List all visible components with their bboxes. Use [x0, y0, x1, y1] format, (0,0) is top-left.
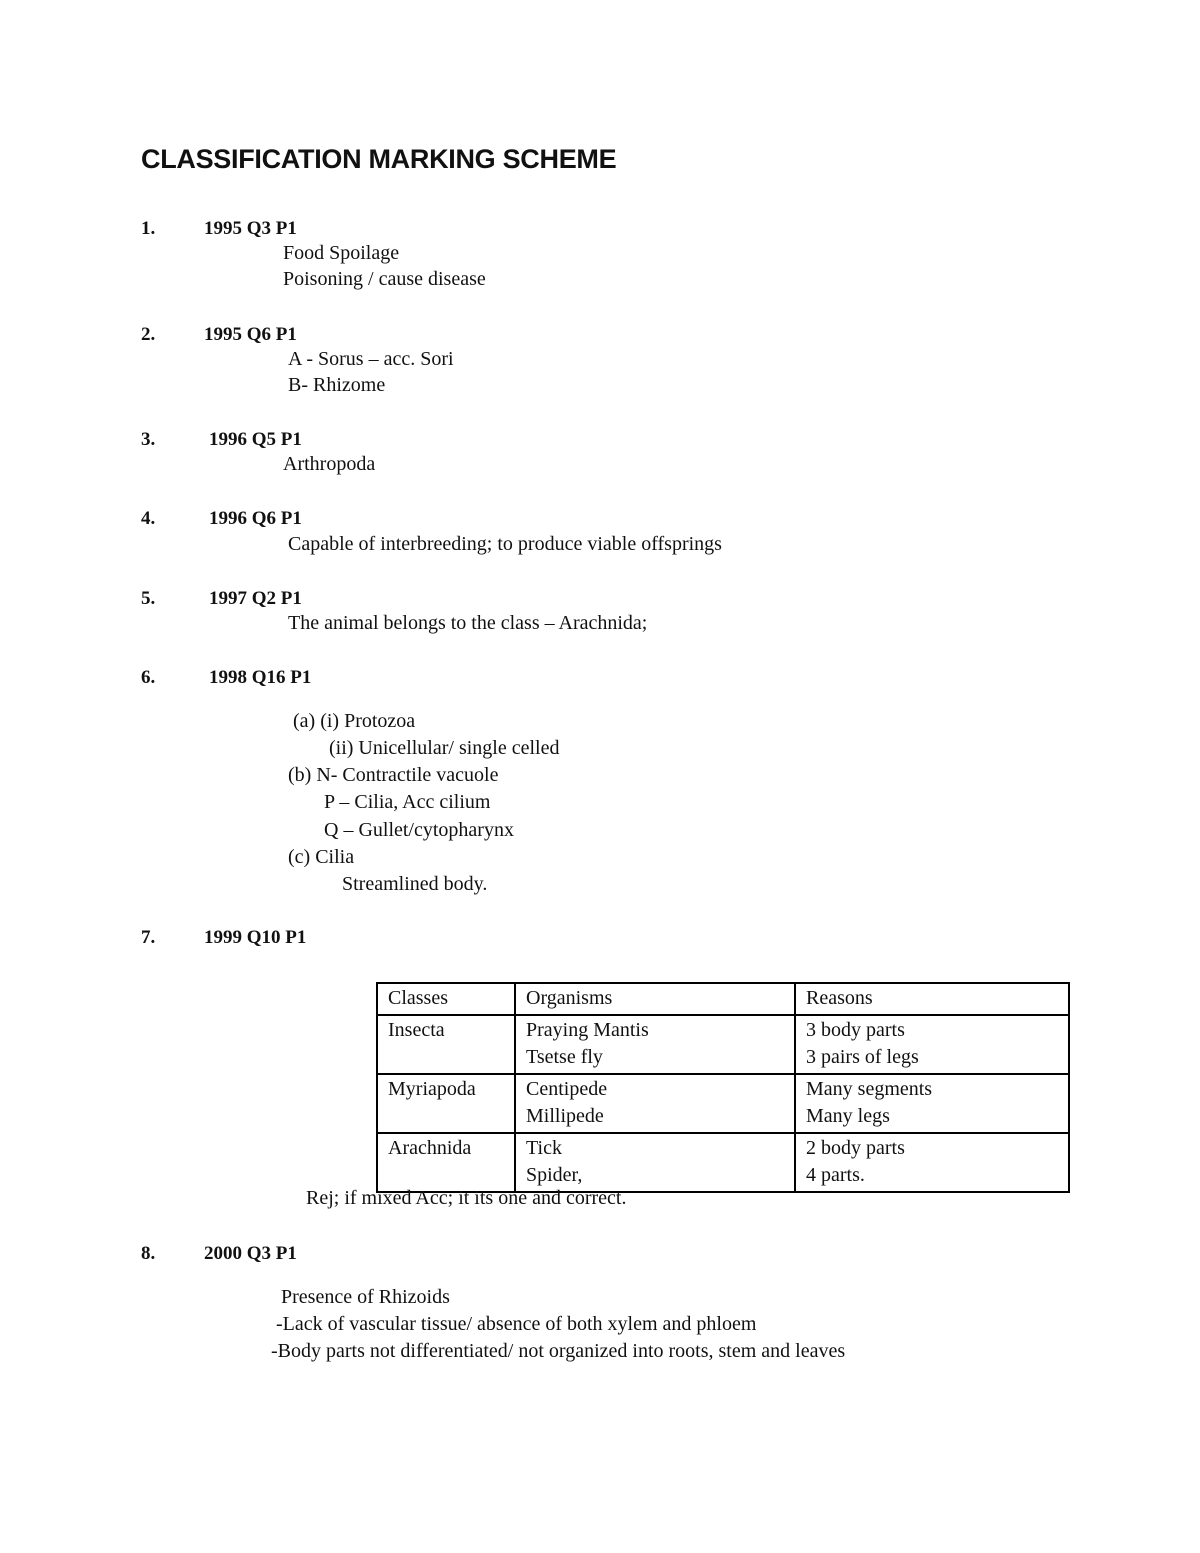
reasons-cell — [795, 1015, 1069, 1074]
answer-line: (ii) Unicellular/ single celled — [329, 737, 560, 759]
reason: Many legs — [806, 1105, 890, 1127]
question-ref: 1996 Q5 P1 — [209, 429, 302, 450]
question-ref: 1998 Q16 P1 — [209, 667, 312, 688]
answer-line: Q – Gullet/cytopharynx — [324, 819, 514, 841]
question-ref: 1995 Q3 P1 — [204, 218, 297, 239]
answer-line: (c) Cilia — [288, 846, 355, 868]
class-cell: Insecta — [377, 1015, 515, 1074]
answer-line: Presence of Rhizoids — [281, 1286, 450, 1308]
table-header-cell: Organisms — [515, 983, 795, 1015]
classification-table — [376, 982, 1070, 1193]
table-note: Rej; if mixed Acc; it its one and correct. — [306, 1187, 627, 1209]
organism: Centipede — [526, 1078, 608, 1100]
question-number: 2. — [141, 324, 156, 345]
reason: Many segments — [806, 1078, 933, 1100]
organism: Millipede — [526, 1105, 604, 1127]
reason: 3 pairs of legs — [806, 1046, 919, 1068]
answer-line: Food Spoilage — [283, 242, 400, 264]
organism: Praying Mantis — [526, 1019, 649, 1041]
class-cell: Myriapoda — [377, 1074, 515, 1133]
organisms-cell — [515, 1074, 795, 1133]
answer-line: P – Cilia, Acc cilium — [324, 791, 491, 813]
reason: 3 body parts — [806, 1019, 905, 1041]
answer-line: -Lack of vascular tissue/ absence of both xylem and phloem — [276, 1313, 757, 1335]
question-ref: 1999 Q10 P1 — [204, 927, 307, 948]
organism: Tick — [526, 1137, 562, 1159]
question-number: 8. — [141, 1243, 156, 1264]
question-ref: 1995 Q6 P1 — [204, 324, 297, 345]
question-ref: 1997 Q2 P1 — [209, 588, 302, 609]
question-ref: 2000 Q3 P1 — [204, 1243, 297, 1264]
organisms-cell — [515, 1133, 795, 1192]
organisms-cell — [515, 1015, 795, 1074]
table-row — [377, 1074, 1069, 1133]
answer-line: -Body parts not differentiated/ not organized into roots, stem and leaves — [271, 1340, 846, 1362]
table-header-row — [377, 983, 1069, 1015]
organism: Tsetse fly — [526, 1046, 603, 1068]
question-number: 3. — [141, 429, 156, 450]
question-number: 1. — [141, 218, 156, 239]
answer-line: The animal belongs to the class – Arachnida; — [288, 612, 648, 634]
class-cell: Arachnida — [377, 1133, 515, 1192]
answer-line: Capable of interbreeding; to produce viable offsprings — [288, 533, 722, 555]
answer-line: Poisoning / cause disease — [283, 268, 486, 290]
reason: 4 parts. — [806, 1164, 865, 1186]
answer-line: (b) N- Contractile vacuole — [288, 764, 499, 786]
page-title: CLASSIFICATION MARKING SCHEME — [141, 144, 617, 174]
question-ref: 1996 Q6 P1 — [209, 508, 302, 529]
question-number: 7. — [141, 927, 156, 948]
table-row — [377, 1015, 1069, 1074]
answer-line: A - Sorus – acc. Sori — [288, 348, 454, 370]
answer-line: Arthropoda — [283, 453, 376, 475]
question-number: 6. — [141, 667, 156, 688]
reasons-cell — [795, 1074, 1069, 1133]
table-header-cell: Reasons — [795, 983, 1069, 1015]
table-header-cell: Classes — [377, 983, 515, 1015]
question-number: 5. — [141, 588, 156, 609]
answer-line: (a) (i) Protozoa — [293, 710, 416, 732]
answer-line: Streamlined body. — [342, 873, 488, 895]
answer-line: B- Rhizome — [288, 374, 386, 396]
reasons-cell — [795, 1133, 1069, 1192]
organism: Spider, — [526, 1164, 583, 1186]
table-row — [377, 1133, 1069, 1192]
question-number: 4. — [141, 508, 156, 529]
reason: 2 body parts — [806, 1137, 905, 1159]
